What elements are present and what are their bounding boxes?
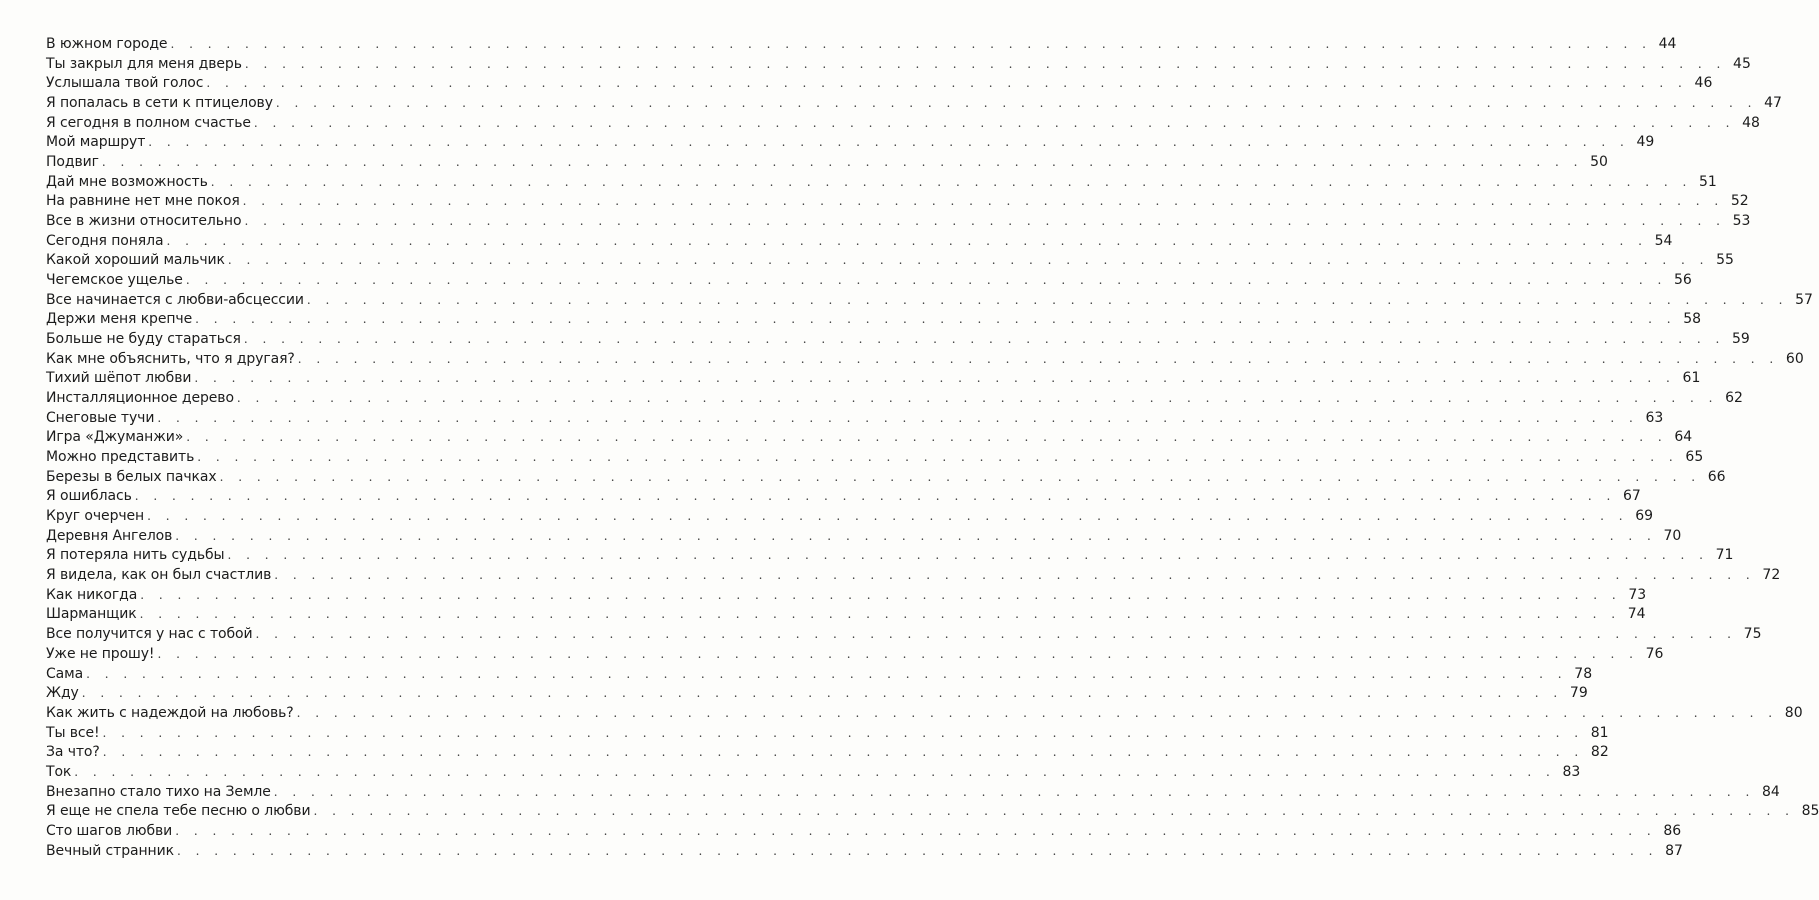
toc-entry-title: Инсталляционное дерево [46,390,234,407]
dot-leader: . . . . . . . . . . . . . . . . . . . . . . . . . . . . . . . . . . . . . . . . . . . . . . . . . . . . . . . . . . . . . . . . . . . . . . . . . . . . . . . . [175,823,1657,838]
toc-entry-title: Все начинается с любви-абсцессии [46,291,304,308]
dot-leader: . . . . . . . . . . . . . . . . . . . . . . . . . . . . . . . . . . . . . . . . . . . . . . . . . . . . . . . . . . . . . . . . . . . . . . . . . . . . . . . . [313,804,1795,819]
toc-entry [46,271,1692,291]
toc-entry-title: Вечный странник [46,842,174,859]
dot-leader: . . . . . . . . . . . . . . . . . . . . . . . . . . . . . . . . . . . . . . . . . . . . . . . . . . . . . . . . . . . . . . . . . . . . . . . . . . . . . . . . [255,627,1737,642]
dot-leader: . . . . . . . . . . . . . . . . . . . . . . . . . . . . . . . . . . . . . . . . . . . . . . . . . . . . . . . . . . . . . . . . . . . . . . . . . . . . . . . . [139,607,1621,622]
toc-entry [46,389,1743,409]
dot-leader: . . . . . . . . . . . . . . . . . . . . . . . . . . . . . . . . . . . . . . . . . . . . . . . . . . . . . . . . . . . . . . . . . . . . . . . . . . . . . . . . [81,686,1563,701]
toc-entry-title: Больше не буду стараться [46,331,241,348]
toc-entry [46,645,1664,665]
toc-entry-page: 46 [1694,75,1713,92]
toc-entry [46,94,1782,114]
dot-leader: . . . . . . . . . . . . . . . . . . . . . . . . . . . . . . . . . . . . . . . . . . . . . . . . . . . . . . . . . . . . . . . . . . . . . . . . . . . . . . . . [147,509,1629,524]
toc-entry-page: 69 [1635,508,1654,525]
dot-leader: . . . . . . . . . . . . . . . . . . . . . . . . . . . . . . . . . . . . . . . . . . . . . . . . . . . . . . . . . . . . . . . . . . . . . . . . . . . . . . . . [170,37,1652,51]
toc-entry [46,409,1664,429]
toc-entry-page: 52 [1730,193,1749,210]
toc-entry-title: Я потеряла нить судьбы [46,547,225,564]
dot-leader: . . . . . . . . . . . . . . . . . . . . . . . . . . . . . . . . . . . . . . . . . . . . . . . . . . . . . . . . . . . . . . . . . . . . . . . . . . . . . . . . [306,292,1788,307]
toc-entry [46,665,1593,685]
toc-entry-page: 44 [1658,36,1677,52]
toc-entry-page: 57 [1795,291,1813,308]
toc-entry [46,684,1588,704]
dot-leader: . . . . . . . . . . . . . . . . . . . . . . . . . . . . . . . . . . . . . . . . . . . . . . . . . . . . . . . . . . . . . . . . . . . . . . . . . . . . . . . . [101,155,1583,170]
toc-entry-page: 72 [1762,567,1781,584]
toc-entry-page: 82 [1590,744,1609,761]
toc-entry-page: 55 [1716,252,1734,269]
toc-entry [46,173,1717,193]
dot-leader: . . . . . . . . . . . . . . . . . . . . . . . . . . . . . . . . . . . . . . . . . . . . . . . . . . . . . . . . . . . . . . . . . . . . . . . . . . . . . . . . [296,705,1778,720]
toc-entry-title: Деревня Ангелов [46,527,173,544]
dot-leader: . . . . . . . . . . . . . . . . . . . . . . . . . . . . . . . . . . . . . . . . . . . . . . . . . . . . . . . . . . . . . . . . . . . . . . . . . . . . . . . . [86,666,1568,681]
toc-entry [46,527,1682,547]
toc-entry-page: 45 [1733,55,1751,72]
toc-entry-page: 84 [1761,783,1780,800]
toc-entry-title: Все в жизни относительно [46,213,242,230]
dot-leader: . . . . . . . . . . . . . . . . . . . . . . . . . . . . . . . . . . . . . . . . . . . . . . . . . . . . . . . . . . . . . . . . . . . . . . . . . . . . . . . . [243,332,1725,347]
dot-leader: . . . . . . . . . . . . . . . . . . . . . . . . . . . . . . . . . . . . . . . . . . . . . . . . . . . . . . . . . . . . . . . . . . . . . . . . . . . . . . . . [242,194,1724,209]
table-of-contents [46,35,1819,861]
dot-leader: . . . . . . . . . . . . . . . . . . . . . . . . . . . . . . . . . . . . . . . . . . . . . . . . . . . . . . . . . . . . . . . . . . . . . . . . . . . . . . . . [274,568,1756,583]
toc-entry-page: 60 [1785,350,1804,367]
toc-entry-title: Я сегодня в полном счастье [46,114,251,131]
dot-leader: . . . . . . . . . . . . . . . . . . . . . . . . . . . . . . . . . . . . . . . . . . . . . . . . . . . . . . . . . . . . . . . . . . . . . . . . . . . . . . . . [253,115,1735,130]
toc-entry [46,763,1581,783]
toc-entry [46,605,1646,625]
dot-leader: . . . . . . . . . . . . . . . . . . . . . . . . . . . . . . . . . . . . . . . . . . . . . . . . . . . . . . . . . . . . . . . . . . . . . . . . . . . . . . . . [140,587,1622,602]
toc-entry-title: В южном городе [46,36,168,52]
toc-entry [46,133,1655,153]
toc-entry-page: 65 [1685,449,1704,466]
toc-entry-title: Снеговые тучи [46,409,155,426]
toc-entry-page: 62 [1725,390,1743,407]
toc-entry [46,74,1713,94]
toc-entry-page: 54 [1654,232,1673,249]
dot-leader: . . . . . . . . . . . . . . . . . . . . . . . . . . . . . . . . . . . . . . . . . . . . . . . . . . . . . . . . . . . . . . . . . . . . . . . . . . . . . . . . [227,253,1709,268]
dot-leader: . . . . . . . . . . . . . . . . . . . . . . . . . . . . . . . . . . . . . . . . . . . . . . . . . . . . . . . . . . . . . . . . . . . . . . . . . . . . . . . . [102,725,1584,740]
dot-leader: . . . . . . . . . . . . . . . . . . . . . . . . . . . . . . . . . . . . . . . . . . . . . . . . . . . . . . . . . . . . . . . . . . . . . . . . . . . . . . . . [102,745,1584,760]
dot-leader: . . . . . . . . . . . . . . . . . . . . . . . . . . . . . . . . . . . . . . . . . . . . . . . . . . . . . . . . . . . . . . . . . . . . . . . . . . . . . . . . [236,391,1718,406]
toc-entry [46,55,1751,75]
toc-entry-page: 48 [1742,114,1760,131]
toc-entry-page: 86 [1663,822,1682,839]
toc-entry-page: 50 [1590,154,1608,171]
dot-leader: . . . . . . . . . . . . . . . . . . . . . . . . . . . . . . . . . . . . . . . . . . . . . . . . . . . . . . . . . . . . . . . . . . . . . . . . . . . . . . . . [210,174,1692,189]
toc-entry [46,546,1734,566]
toc-entry-page: 85 [1801,803,1819,820]
toc-entry-title: Круг очерчен [46,508,145,525]
toc-entry [46,487,1641,507]
dot-leader: . . . . . . . . . . . . . . . . . . . . . . . . . . . . . . . . . . . . . . . . . . . . . . . . . . . . . . . . . . . . . . . . . . . . . . . . . . . . . . . . [206,76,1688,91]
toc-entry-title: Держи меня крепче [46,311,193,328]
toc-entry-page: 58 [1683,311,1702,328]
toc-entry [46,291,1813,311]
toc-entry-page: 75 [1743,626,1762,643]
toc-entry-page: 66 [1707,468,1726,485]
toc-entry [46,507,1654,527]
toc-entry-title: Я еще не спела тебе песню о любви [46,803,311,820]
toc-entry [46,251,1734,271]
toc-entry-title: Сегодня поняла [46,232,164,249]
toc-entry-title: Как никогда [46,586,138,603]
toc-entry [46,428,1693,448]
dot-leader: . . . . . . . . . . . . . . . . . . . . . . . . . . . . . . . . . . . . . . . . . . . . . . . . . . . . . . . . . . . . . . . . . . . . . . . . . . . . . . . . [297,351,1779,366]
toc-entry-page: 51 [1698,173,1717,190]
toc-entry-title: Игра «Джуманжи» [46,429,184,446]
toc-entry-title: Мой маршрут [46,134,146,151]
toc-entry-title: Ток [46,763,72,780]
toc-entry [46,802,1819,822]
toc-entry-title: Подвиг [46,154,99,171]
toc-entry [46,35,1677,55]
dot-leader: . . . . . . . . . . . . . . . . . . . . . . . . . . . . . . . . . . . . . . . . . . . . . . . . . . . . . . . . . . . . . . . . . . . . . . . . . . . . . . . . [176,843,1658,858]
toc-entry-page: 80 [1784,704,1803,721]
toc-entry-title: Сама [46,665,84,682]
toc-entry-title: Я ошиблась [46,488,132,505]
toc-entry [46,822,1682,842]
dot-leader: . . . . . . . . . . . . . . . . . . . . . . . . . . . . . . . . . . . . . . . . . . . . . . . . . . . . . . . . . . . . . . . . . . . . . . . . . . . . . . . . [273,784,1755,799]
toc-entry-page: 78 [1574,665,1593,682]
toc-entry [46,330,1750,350]
toc-entry [46,625,1762,645]
toc-entry-title: За что? [46,744,100,761]
toc-entry-title: Ты закрыл для меня дверь [46,55,242,72]
toc-entry-title: Можно представить [46,449,195,466]
toc-entry-title: Сто шагов любви [46,822,173,839]
toc-entry [46,468,1726,488]
toc-entry [46,704,1803,724]
toc-entry-page: 67 [1622,488,1641,505]
toc-entry [46,369,1701,389]
toc-entry [46,586,1647,606]
toc-entry-page: 70 [1663,527,1682,544]
dot-leader: . . . . . . . . . . . . . . . . . . . . . . . . . . . . . . . . . . . . . . . . . . . . . . . . . . . . . . . . . . . . . . . . . . . . . . . . . . . . . . . . [227,548,1709,563]
toc-entry [46,842,1683,862]
dot-leader: . . . . . . . . . . . . . . . . . . . . . . . . . . . . . . . . . . . . . . . . . . . . . . . . . . . . . . . . . . . . . . . . . . . . . . . . . . . . . . . . [275,96,1757,111]
toc-entry-title: Я попалась в сети к птицелову [46,95,273,112]
dot-leader: . . . . . . . . . . . . . . . . . . . . . . . . . . . . . . . . . . . . . . . . . . . . . . . . . . . . . . . . . . . . . . . . . . . . . . . . . . . . . . . . [157,410,1639,425]
toc-entry-page: 74 [1627,606,1646,623]
toc-entry [46,192,1749,212]
toc-entry-page: 87 [1665,842,1683,859]
toc-entry [46,743,1609,763]
toc-entry-title: Чегемское ущелье [46,272,183,289]
toc-entry-title: Жду [46,685,79,702]
toc-entry-title: Услышала твой голос [46,75,204,92]
toc-entry-title: Ты все! [46,724,100,741]
toc-entry-page: 71 [1715,547,1734,564]
toc-entry-title: Тихий шёпот любви [46,370,192,387]
dot-leader: . . . . . . . . . . . . . . . . . . . . . . . . . . . . . . . . . . . . . . . . . . . . . . . . . . . . . . . . . . . . . . . . . . . . . . . . . . . . . . . . [134,489,1616,504]
toc-entry-title: Березы в белых пачках [46,468,217,485]
toc-entry [46,724,1609,744]
toc-entry [46,153,1608,173]
dot-leader: . . . . . . . . . . . . . . . . . . . . . . . . . . . . . . . . . . . . . . . . . . . . . . . . . . . . . . . . . . . . . . . . . . . . . . . . . . . . . . . . [244,56,1726,71]
toc-entry-page: 61 [1682,370,1701,387]
dot-leader: . . . . . . . . . . . . . . . . . . . . . . . . . . . . . . . . . . . . . . . . . . . . . . . . . . . . . . . . . . . . . . . . . . . . . . . . . . . . . . . . [219,469,1701,484]
toc-entry [46,232,1673,252]
toc-entry-page: 81 [1590,724,1609,741]
toc-entry-page: 49 [1636,134,1655,151]
toc-entry-page: 59 [1732,331,1750,348]
toc-entry [46,783,1780,803]
toc-entry-page: 53 [1732,213,1751,230]
toc-entry-page: 64 [1674,429,1693,446]
toc-entry [46,350,1804,370]
dot-leader: . . . . . . . . . . . . . . . . . . . . . . . . . . . . . . . . . . . . . . . . . . . . . . . . . . . . . . . . . . . . . . . . . . . . . . . . . . . . . . . . [194,371,1676,386]
dot-leader: . . . . . . . . . . . . . . . . . . . . . . . . . . . . . . . . . . . . . . . . . . . . . . . . . . . . . . . . . . . . . . . . . . . . . . . . . . . . . . . . [74,764,1556,779]
toc-entry-title: Шарманщик [46,606,137,623]
toc-entry-page: 76 [1645,645,1664,662]
dot-leader: . . . . . . . . . . . . . . . . . . . . . . . . . . . . . . . . . . . . . . . . . . . . . . . . . . . . . . . . . . . . . . . . . . . . . . . . . . . . . . . . [197,450,1679,465]
dot-leader: . . . . . . . . . . . . . . . . . . . . . . . . . . . . . . . . . . . . . . . . . . . . . . . . . . . . . . . . . . . . . . . . . . . . . . . . . . . . . . . . [157,646,1639,661]
dot-leader: . . . . . . . . . . . . . . . . . . . . . . . . . . . . . . . . . . . . . . . . . . . . . . . . . . . . . . . . . . . . . . . . . . . . . . . . . . . . . . . . [185,273,1667,288]
toc-entry-title: Как жить с надеждой на любовь? [46,704,294,721]
toc-entry-title: Все получится у нас с тобой [46,626,253,643]
toc-entry-page: 47 [1764,95,1782,112]
toc-entry-title: Как мне объяснить, что я другая? [46,350,295,367]
dot-leader: . . . . . . . . . . . . . . . . . . . . . . . . . . . . . . . . . . . . . . . . . . . . . . . . . . . . . . . . . . . . . . . . . . . . . . . . . . . . . . . . [175,528,1657,543]
toc-entry-page: 73 [1628,586,1647,603]
toc-entry-title: Я видела, как он был счастлив [46,567,272,584]
dot-leader: . . . . . . . . . . . . . . . . . . . . . . . . . . . . . . . . . . . . . . . . . . . . . . . . . . . . . . . . . . . . . . . . . . . . . . . . . . . . . . . . [148,135,1630,150]
dot-leader: . . . . . . . . . . . . . . . . . . . . . . . . . . . . . . . . . . . . . . . . . . . . . . . . . . . . . . . . . . . . . . . . . . . . . . . . . . . . . . . . [166,233,1648,248]
toc-entry [46,310,1702,330]
toc-entry [46,114,1760,134]
toc-entry-title: Какой хороший мальчик [46,252,225,269]
toc-entry [46,448,1704,468]
toc-entry-title: Уже не прошу! [46,645,155,662]
toc-entry-title: Дай мне возможность [46,173,208,190]
toc-entry-page: 83 [1562,763,1581,780]
toc-entry [46,212,1751,232]
dot-leader: . . . . . . . . . . . . . . . . . . . . . . . . . . . . . . . . . . . . . . . . . . . . . . . . . . . . . . . . . . . . . . . . . . . . . . . . . . . . . . . . [195,312,1677,327]
dot-leader: . . . . . . . . . . . . . . . . . . . . . . . . . . . . . . . . . . . . . . . . . . . . . . . . . . . . . . . . . . . . . . . . . . . . . . . . . . . . . . . . [186,430,1668,445]
dot-leader: . . . . . . . . . . . . . . . . . . . . . . . . . . . . . . . . . . . . . . . . . . . . . . . . . . . . . . . . . . . . . . . . . . . . . . . . . . . . . . . . [244,214,1726,229]
toc-entry-title: На равнине нет мне покоя [46,193,240,210]
toc-entry-page: 79 [1569,685,1588,702]
toc-entry-page: 63 [1645,409,1664,426]
toc-entry-page: 56 [1674,272,1692,289]
toc-entry-title: Внезапно стало тихо на Земле [46,783,271,800]
toc-entry [46,566,1781,586]
